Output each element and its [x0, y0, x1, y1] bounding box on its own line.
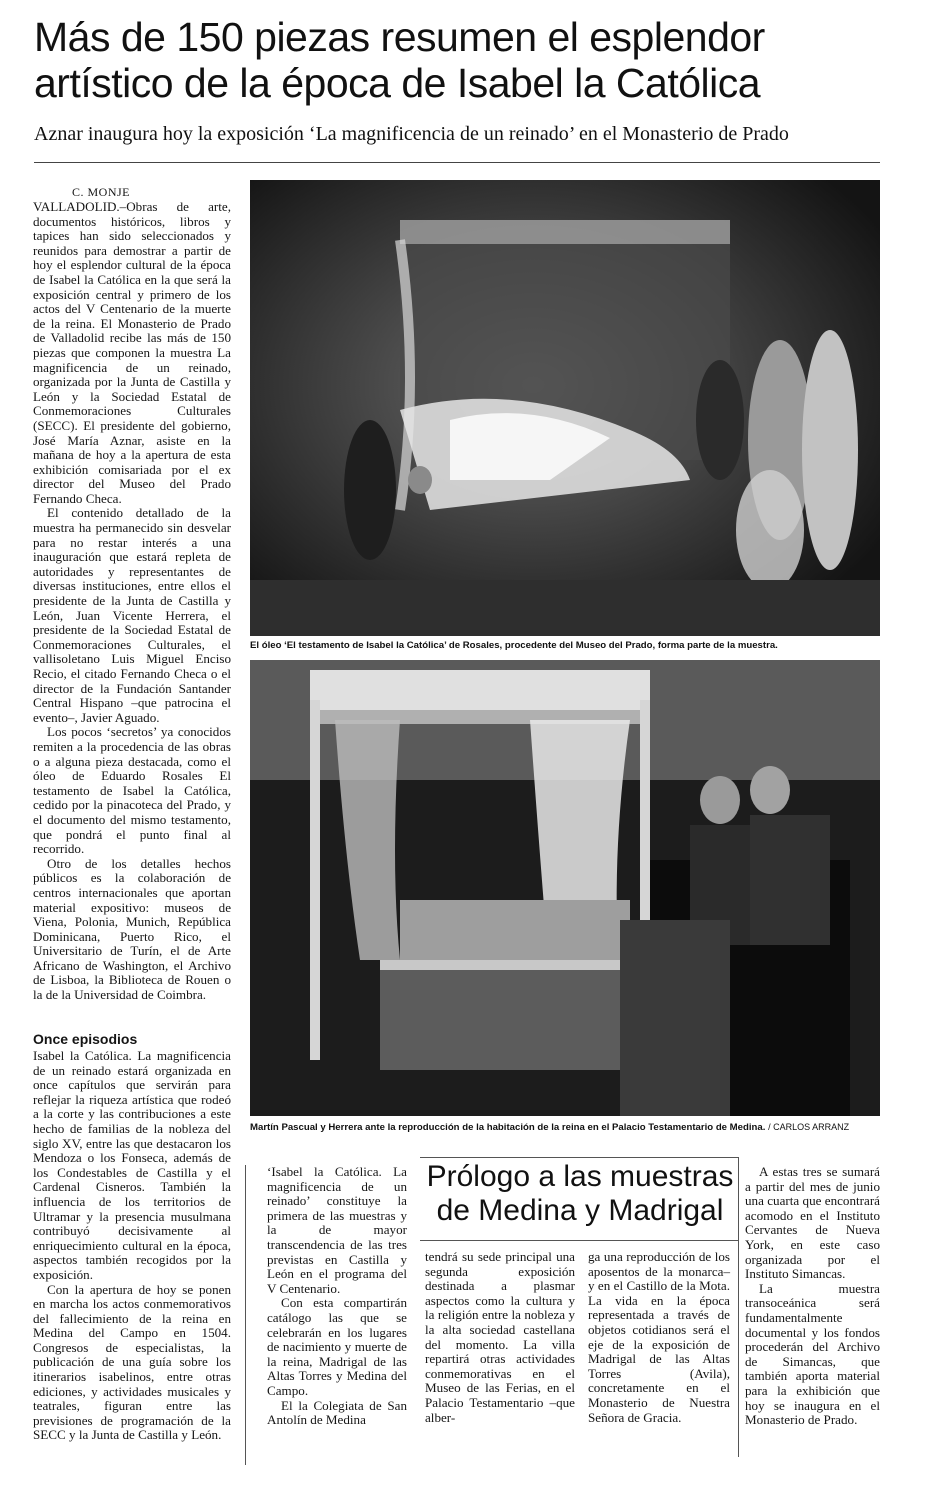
subheadline: Aznar inaugura hoy la exposición ‘La magnificencia de un reinado’ en el Monasterio de Prado — [34, 123, 789, 145]
paragraph: El la Colegiata de San Antolín de Medina — [267, 1397, 407, 1428]
paragraph: Con esta compartirán catálogo las que se celebrarán en los lugares de nacimiento y muerte de la reina, Madrigal de las Altas Torres y Medina del Campo. — [267, 1295, 407, 1398]
paragraph: Isabel la Católica. La magnificencia de un reinado estará organizada en once capítulos que servirán para reflejar la riqueza artística que rodeó a la corte y las contribuciones a este hecho de familias de la nobleza del siglo XV, entre las que destacaron los Mendoza o los Fonseca, además de los Condestables de Castilla y el Cardenal Cisneros. También la influencia de los territorios de Ultramar y la presencia musulmana contribuyó decisivamente al enriquecimiento cultural en la época, aspectos también recogidos por la exposición. — [33, 1048, 231, 1282]
headline-line-1: Más de 150 piezas resumen el esplendor — [34, 14, 765, 60]
headline — [34, 14, 914, 106]
bedroom-image — [250, 660, 880, 1116]
headline-line-2: artístico de la época de Isabel la Católica — [34, 60, 761, 106]
sidebar-bottom-rule — [420, 1240, 738, 1241]
paragraph: ‘Isabel la Católica. La magnificencia de un reinado’ constituye la primera de las muestras y la de mayor transcendencia de las tres previstas en Castilla y León en el programa del V Centenario. — [267, 1164, 407, 1296]
paragraph: A estas tres se sumará a partir del mes de junio una cuarta que encontrará acomodo en el Instituto Cervantes de Nueva York, en este caso organizada por el Instituto Simancas. — [745, 1164, 880, 1282]
photo-credit: / CARLOS ARRANZ — [768, 1122, 850, 1132]
section-heading: Once episodios — [33, 1031, 138, 1047]
third-text-column — [425, 1250, 575, 1425]
main-text-column — [33, 200, 231, 1003]
painting-photo — [250, 180, 880, 636]
paragraph: Otro de los detalles hechos públicos es la colaboración de centros internacionales que aportan material expositivo: museos de Viena, Polonia, Munich, República Dominicana, Puerto Rico, el Universitario de Turín, el de Arte Africano de Washington, el Archivo de Lisboa, la Biblioteca de Rouen o la de la Universidad de Coimbra. — [33, 855, 231, 1003]
paragraph: El contenido detallado de la muestra ha permanecido sin desvelar para no restar interés a una inauguración que estará repleta de autoridades y representantes de diversas instituciones, entre ellos el presidente de la Junta de Castilla y León, Juan Vicente Herrera, el presidente de la Sociedad Estatal de Conmemoraciones Culturales, el vallisoletano Luis Miguel Enciso Recio, el citado Fernando Checa o el director de la Fundación Santander Central Hispano –que patrocina el evento–, Javier Aguado. — [33, 505, 231, 725]
bedroom-photo — [250, 660, 880, 1116]
painting-caption: El óleo ‘El testamento de Isabel la Católica’ de Rosales, procedente del Museo del Prado, forma parte de la muestra. — [250, 640, 778, 651]
second-text-column — [267, 1165, 407, 1428]
column-rule — [738, 1157, 739, 1457]
paragraph: Los pocos ‘secretos’ ya conocidos remiten a la procedencia de las obras o a alguna pieza destacada, como el óleo de Eduardo Rosales El testamento de Isabel la Católica, cedido por la pinacoteca del Prado, y el documento del mismo testamento, que pondrá el punto final al recorrido. — [33, 724, 231, 857]
paragraph: tendrá su sede principal una segunda exposición destinada a plasmar aspectos como la cultura y la religión entre la nobleza y la alta sociedad castellana del momento. La villa repartirá otras actividades conmemorativas en el Museo de las Ferias, en el Palacio Testamentario –que alber- — [425, 1249, 575, 1425]
paragraph: ga una reproducción de los aposentos de la monarca– y en el Castillo de la Mota. La vida en la época representada a través de objetos cotidianos será el eje de la exposición de Madrigal de las Altas Torres (Avila), concretamente en el Monasterio de Nuestra Señora de Gracia. — [588, 1249, 730, 1425]
fifth-text-column — [745, 1165, 880, 1428]
bedroom-caption-text: Martín Pascual y Herrera ante la reproducción de la habitación de la reina en el Palacio Testamentario de Medina. — [250, 1122, 766, 1133]
header-rule — [34, 162, 880, 163]
paragraph: VALLADOLID.–Obras de arte, documentos históricos, libros y tapices han sido seleccionados y reunidos para demostrar a partir de hoy el esplendor cultural de la época de Isabel la Católica en la que será la exposición central y primero de los actos del V Centenario de la muerte de la reina. El Monasterio de Prado de Valladolid recibe las más de 150 piezas que componen la muestra La magnificencia de un reinado, organizada por la Junta de Castilla y León y la Sociedad Estatal de Conmemoraciones Culturales (SECC). El presidente del gobierno, José María Aznar, asiste en la mañana de hoy a la apertura de esta exhibición comisariada por el ex director del Museo del Prado Fernando Checa. — [33, 199, 231, 506]
fourth-text-column — [588, 1250, 730, 1425]
sidebar-top-rule — [420, 1157, 738, 1158]
main-text-column-continued — [33, 1049, 231, 1443]
paragraph: Con la apertura de hoy se ponen en marcha los actos conmemorativos del fallecimiento de la reina en Medina del Campo en 1504. Congresos de especialistas, la publicación de una guía sobre los itinerarios isabelinos, entre otras ediciones, y actividades musicales y teatrales, figuran entre las previsiones de programación de la SECC y la Junta de Castilla y León. — [33, 1281, 231, 1443]
column-rule — [245, 1165, 246, 1465]
sidebar-heading: Prólogo a las muestras de Medina y Madrigal — [426, 1160, 734, 1227]
byline: C. MONJE — [72, 185, 131, 199]
paragraph: La muestra transoceánica será fundamentalmente documental y los fondos procederán del Archivo de Simancas, que también aporta material para la exhibición que hoy se inaugura en el Monasterio de Prado. — [745, 1280, 880, 1428]
bedroom-caption — [250, 1121, 890, 1134]
painting-image — [250, 180, 880, 636]
